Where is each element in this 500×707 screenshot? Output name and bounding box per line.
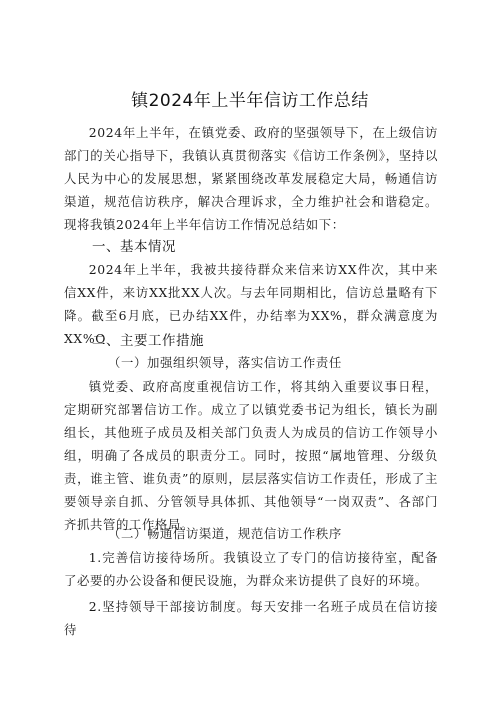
leadership-paragraph: 镇党委、政府高度重视信访工作，将其纳入重要议事日程，定期研究部署信访工作。成立了以镇党委书记为组长，镇长为副组长，其他班子成员及相关部门负责人为成员的信访工作领导小组，明确了各成员的职责分工。同时，按照“属地管理、分级负责，谁主管、谁负责”的原则，层层落实信访工作责任，形成了主要领导亲自抓、分管领导具体抓、其他领导“一岗双责”、各部门齐抓共管的工作格局。 [64,379,438,532]
subsection-heading-leadership: （一）加强组织领导，落实信访工作责任 [108,355,342,370]
basic-situation-paragraph: 2024年上半年，我被共接待群众来信来访XX件次，其中来信XX件，来访XX批XX人次。与去年同期相比，信访总量略有下降。截至6月底，已办结XX件，办结率为XX%，群众满意度为XX%O [64,262,438,346]
subsection-heading-channels: （二）畅通信访渠道，规范信访工作秩序 [108,526,342,541]
item-reception-room: 1.完善信访接待场所。我镇设立了专门的信访接待室，配备了必要的办公设备和便民设施，为群众来访提供了良好的环境。 [64,550,438,588]
intro-paragraph: 2024年上半年，在镇党委、政府的坚强领导下，在上级信访部门的关心指导下，我镇认真贯彻落实《信访工作条例》，坚持以人民为中心的发展思想，紧紧围绕改革发展稳定大局，畅通信访渠道，规范信访秩序，解决合理诉求，全力维护社会和谐稳定。现将我镇2024年上半年信访工作情况总结如下： [64,125,438,232]
section-heading-basic: 一、基本情况 [92,239,176,255]
section-heading-measures: 二、主要工作措施 [92,333,204,349]
document-title: 镇2024年上半年信访工作总结 [131,91,369,111]
item-leader-reception: 2.坚持领导干部接访制度。每天安排一名班子成员在信访接待 [64,599,438,637]
